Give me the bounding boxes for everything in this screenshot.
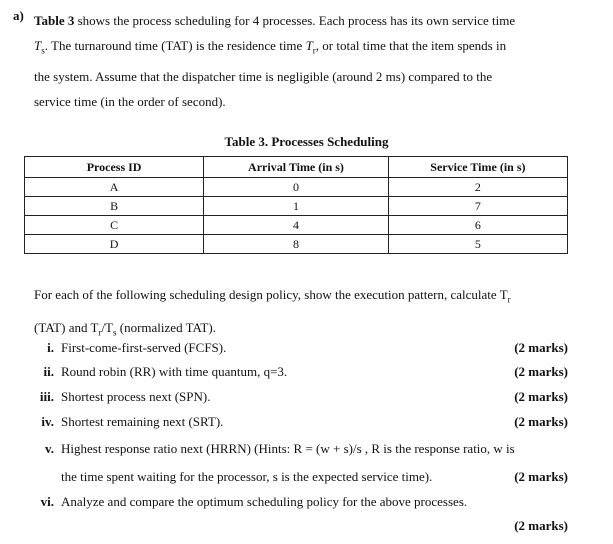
table-row [25,235,568,254]
sub-question-5-continued [0,469,613,491]
instructions [34,281,568,346]
table-reference: Table 3 [34,13,75,28]
intro-line-1: shows the process scheduling for 4 processes. Each process has its own service time [74,13,516,28]
cell-service-time: 5 [388,235,567,254]
item-marks: (2 marks) [514,414,568,429]
process-table [24,156,568,254]
table-row [25,216,568,235]
header-service-time: Service Time (in s) [388,157,567,178]
item-text: Highest response ratio next (HRRN) (Hints: R = (w + s)/s , R is the response ratio, w is [61,441,515,456]
cell-service-time: 7 [388,197,567,216]
cell-arrival-time: 8 [204,235,389,254]
intro-line-4: service time (in the order of second). [34,93,226,109]
item-text: Shortest process next (SPN). [61,389,211,404]
cell-arrival-time: 1 [204,197,389,216]
sub-question-4 [0,414,613,436]
sub-question-1 [0,340,613,362]
cell-process-id: C [25,216,204,235]
cell-service-time: 2 [388,178,567,197]
item-number: i. [47,340,54,355]
table-row [25,178,568,197]
intro-line-2b: , or total time that the item spends in [315,38,507,53]
sub-question-6 [0,494,613,516]
ts-symbol: T [34,38,42,53]
tr-symbol: T [305,38,313,53]
item-text: Analyze and compare the optimum scheduling policy for the above processes. [61,494,468,509]
intro-line-2a: . The turnaround time (TAT) is the residence time [44,38,306,53]
item-marks: (2 marks) [514,518,568,533]
table-caption: Table 3. Processes Scheduling [224,134,389,149]
table-header-row [25,157,568,178]
item-marks: (2 marks) [514,469,568,484]
item-marks: (2 marks) [514,389,568,404]
sub-question-3 [0,389,613,411]
sub-question-2 [0,364,613,386]
item-number: ii. [43,364,54,379]
instructions-line-1: For each of the following scheduling design policy, show the execution pattern, calculate T [34,287,508,302]
question-label: a) [13,8,24,23]
tr-subscript: r [312,45,316,56]
tr-subscript: r [507,294,511,305]
ts-subscript: s [113,327,117,338]
cell-arrival-time: 0 [204,178,389,197]
item-text: Shortest remaining next (SRT). [61,414,224,429]
cell-arrival-time: 4 [204,216,389,235]
cell-process-id: A [25,178,204,197]
header-arrival-time: Arrival Time (in s) [204,157,389,178]
item-marks: (2 marks) [514,340,568,355]
item-number: iv. [41,414,54,429]
item-number: v. [44,441,54,456]
ts-subscript: s [41,45,45,56]
item-number: vi. [40,494,54,509]
item-text: First-come-first-served (FCFS). [61,340,227,355]
item-text: Round robin (RR) with time quantum, q=3. [61,364,288,379]
item-marks: (2 marks) [514,364,568,379]
sub-question-5 [0,441,613,463]
item-text: the time spent waiting for the processor, s is the expected service time). [61,469,433,484]
ratio-slash: /T [101,319,113,335]
table-row [25,197,568,216]
header-process-id: Process ID [25,157,204,178]
intro-line-3: the system. Assume that the dispatcher time is negligible (around 2 ms) compared to the [34,68,493,84]
normalized-tat-label: (normalized TAT). [116,319,216,335]
cell-process-id: D [25,235,204,254]
cell-process-id: B [25,197,204,216]
instructions-line-2a: (TAT) and T [34,319,99,335]
question-intro [34,8,568,114]
sub-question-6-marks [0,518,613,540]
tr-subscript: r [98,327,102,338]
cell-service-time: 6 [388,216,567,235]
item-number: iii. [39,389,54,404]
